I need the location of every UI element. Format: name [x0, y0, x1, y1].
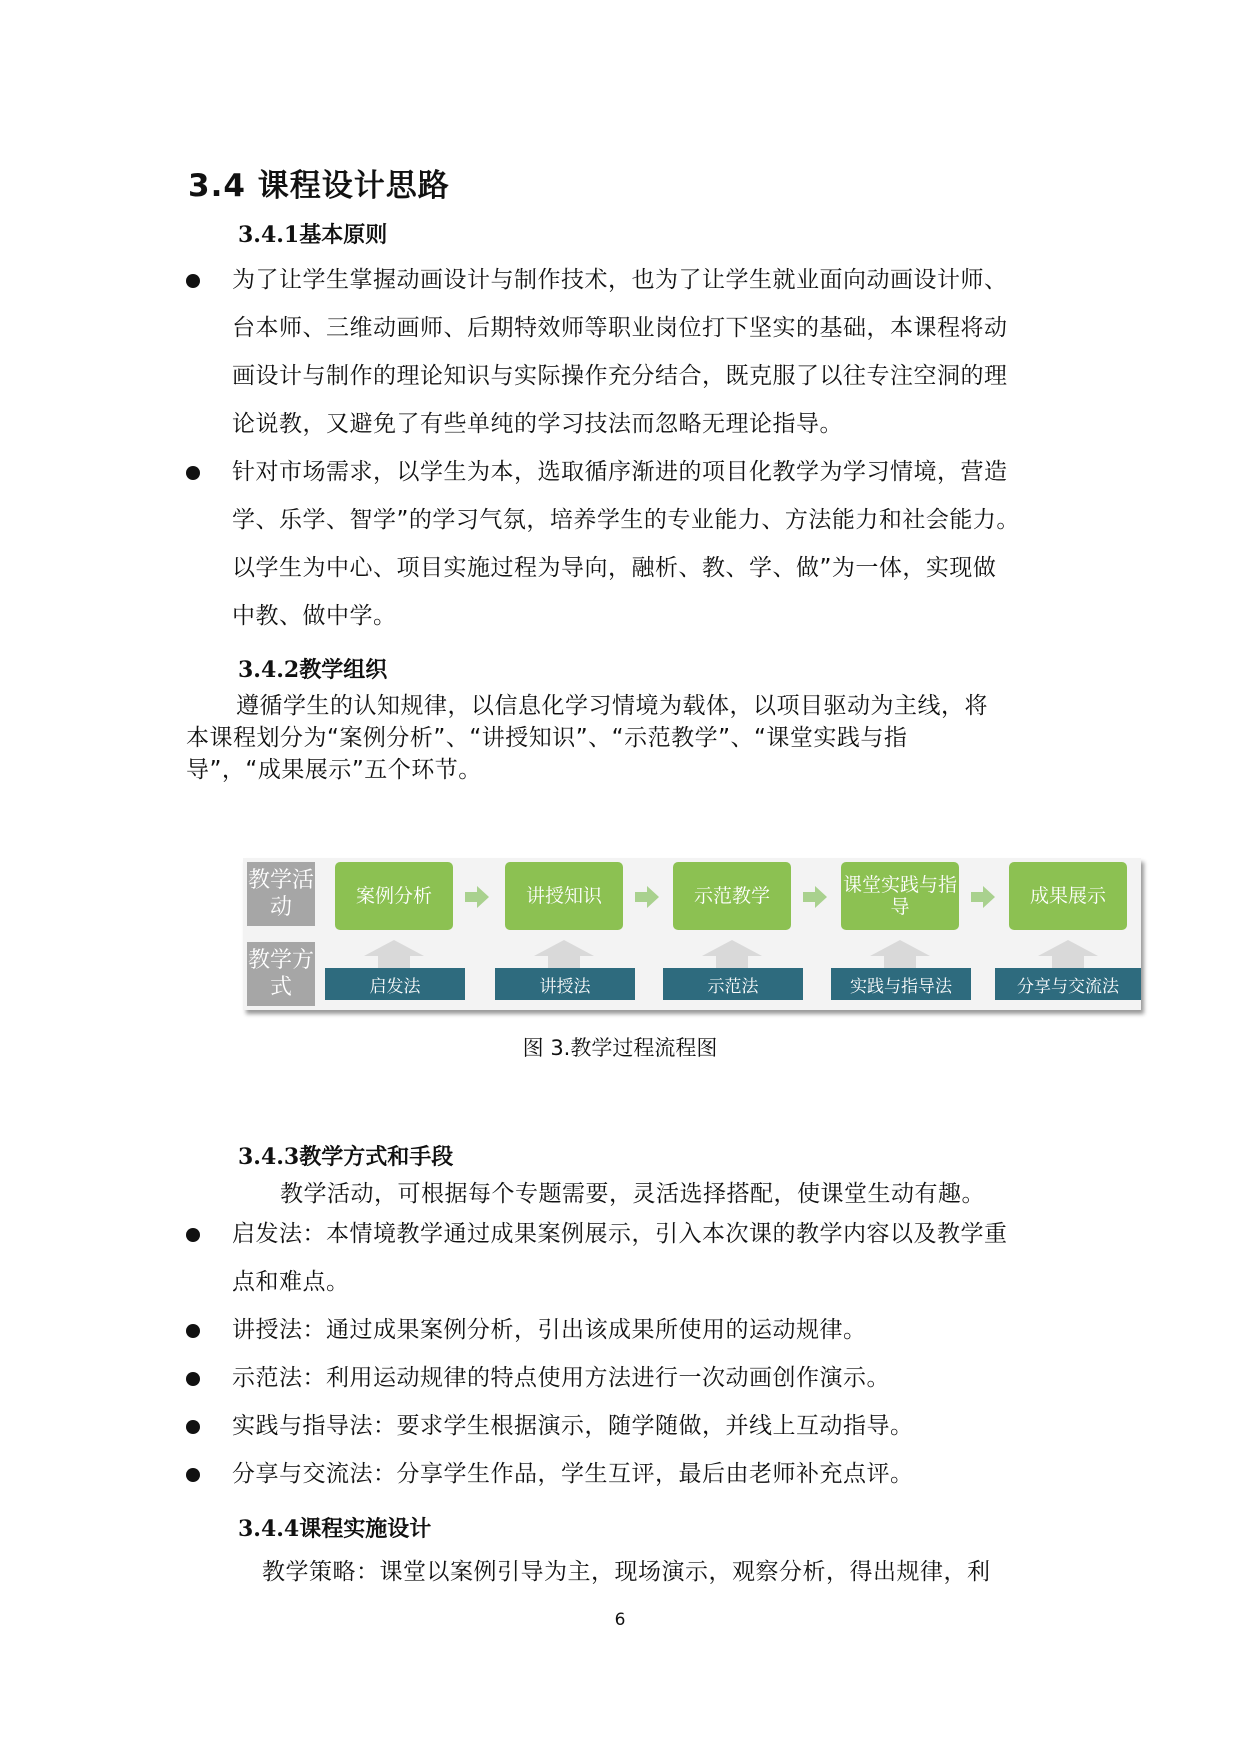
right-arrow-icon — [635, 886, 659, 908]
organization-line-2: 本课程划分为“案例分析”、“讲授知识”、“示范教学”、“课堂实践与指 — [186, 725, 908, 751]
method-bullet-4 — [232, 1402, 1022, 1450]
text-line: 论说教，又避免了有些单纯的学习技法而忽略无理论指导。 — [232, 411, 843, 437]
method-box: 分享与交流法 — [995, 968, 1141, 1000]
bullet-dot — [186, 274, 200, 288]
method-box: 启发法 — [325, 968, 465, 1000]
right-arrow-icon — [465, 886, 489, 908]
method-bullet-5 — [232, 1450, 1022, 1498]
bullet-dot — [186, 1372, 200, 1386]
bullet-dot — [186, 1420, 200, 1434]
subsection-heading-342: 3.4.2教学组织 — [238, 657, 388, 683]
row-label-method: 教学方式 — [247, 942, 315, 1006]
text-line: 画设计与制作的理论知识与实际操作充分结合，既克服了以往专注空洞的理 — [232, 363, 1008, 389]
method-box: 实践与指导法 — [831, 968, 971, 1000]
text-line: 分享与交流法：分享学生作品，学生互评，最后由老师补充点评。 — [232, 1461, 914, 1487]
step-box: 案例分析 — [335, 862, 453, 930]
method-bullet-3 — [232, 1354, 1022, 1402]
step-box: 示范教学 — [673, 862, 791, 930]
methods-intro: 教学活动，可根据每个专题需要，灵活选择搭配，使课堂生动有趣。 — [280, 1181, 985, 1207]
organization-line-3: 导”，“成果展示”五个环节。 — [186, 757, 482, 783]
method-bullet-1 — [232, 1210, 1022, 1306]
text-line: 示范法：利用运动规律的特点使用方法进行一次动画创作演示。 — [232, 1365, 890, 1391]
bullet-dot — [186, 1468, 200, 1482]
up-arrow-icon — [870, 940, 930, 968]
method-box: 示范法 — [663, 968, 803, 1000]
up-arrow-icon — [534, 940, 594, 968]
method-box: 讲授法 — [495, 968, 635, 1000]
text-line: 点和难点。 — [232, 1269, 350, 1295]
bullet-dot — [186, 466, 200, 480]
right-arrow-icon — [971, 886, 995, 908]
up-arrow-icon — [702, 940, 762, 968]
text-line: 启发法：本情境教学通过成果案例展示，引入本次课的教学内容以及教学重 — [232, 1221, 1008, 1247]
teaching-process-diagram — [243, 858, 1141, 1010]
text-line: 中教、做中学。 — [232, 603, 397, 629]
step-box: 课堂实践与指导 — [841, 862, 959, 930]
text-line: 针对市场需求，以学生为本，选取循序渐进的项目化教学为学习情境，营造 — [232, 459, 1008, 485]
subsection-heading-344: 3.4.4课程实施设计 — [238, 1516, 432, 1542]
bullet-dot — [186, 1324, 200, 1338]
step-box: 讲授知识 — [505, 862, 623, 930]
up-arrow-icon — [364, 940, 424, 968]
implementation-text: 教学策略：课堂以案例引导为主，现场演示，观察分析，得出规律，利 — [262, 1559, 991, 1585]
text-line: 以学生为中心、项目实施过程为导向，融析、教、学、做”为一体，实现做 — [232, 555, 997, 581]
right-arrow-icon — [803, 886, 827, 908]
step-box: 成果展示 — [1009, 862, 1127, 930]
text-line: 学、乐学、智学”的学习气氛，培养学生的专业能力、方法能力和社会能力。 — [232, 507, 1020, 533]
text-line: 为了让学生掌握动画设计与制作技术，也为了让学生就业面向动画设计师、 — [232, 267, 1008, 293]
method-bullet-2 — [232, 1306, 1022, 1354]
section-title: 3.4 课程设计思路 — [188, 168, 450, 204]
principle-bullet-1 — [232, 256, 1022, 448]
principle-bullet-2 — [232, 448, 1022, 640]
organization-line-1: 遵循学生的认知规律，以信息化学习情境为载体，以项目驱动为主线，将 — [236, 693, 988, 719]
bullet-dot — [186, 1228, 200, 1242]
row-label-activity: 教学活动 — [247, 862, 315, 926]
text-line: 实践与指导法：要求学生根据演示，随学随做，并线上互动指导。 — [232, 1413, 914, 1439]
subsection-heading-341: 3.4.1基本原则 — [238, 222, 388, 248]
page-number: 6 — [614, 1610, 626, 1630]
text-line: 台本师、三维动画师、后期特效师等职业岗位打下坚实的基础，本课程将动 — [232, 315, 1008, 341]
up-arrow-icon — [1038, 940, 1098, 968]
text-line: 讲授法：通过成果案例分析，引出该成果所使用的运动规律。 — [232, 1317, 867, 1343]
figure-caption: 图 3.教学过程流程图 — [522, 1036, 718, 1060]
subsection-heading-343: 3.4.3教学方式和手段 — [238, 1144, 454, 1170]
